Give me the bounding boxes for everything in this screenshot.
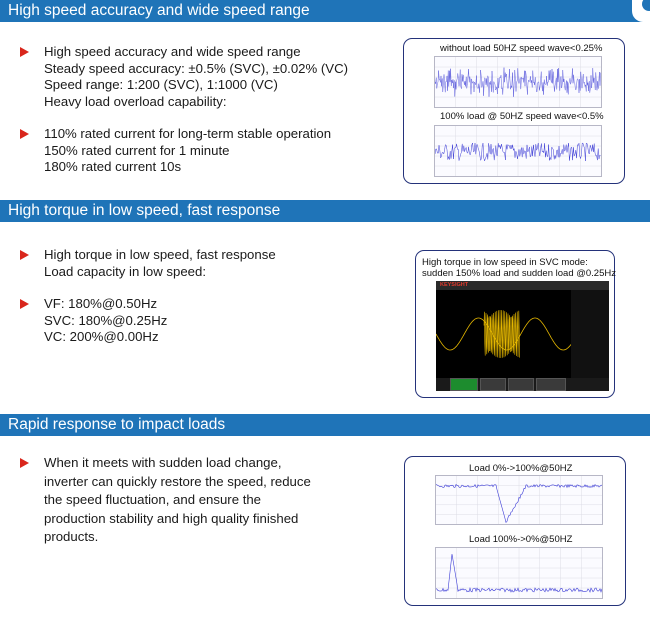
bullet-line: When it meets with sudden load change, [44,455,282,470]
section-header-speed [0,0,650,22]
bullet-list-speed [20,44,348,176]
section-title: Rapid response to impact loads [8,416,226,433]
scope-softkey-bar [436,378,609,391]
response-trace [436,548,602,598]
oscilloscope-screenshot [436,281,609,391]
bullet-line: Steady speed accuracy: ±0.5% (SVC), ±0.02% (VC) [44,60,348,76]
figure-caption [422,257,616,279]
bullet-arrow-icon [20,47,29,57]
bullet-item [20,247,276,280]
bullet-line: the speed fluctuation, and ensure the [44,492,262,507]
figure-caption: Load 0%->100%@50HZ [469,463,573,474]
bullet-arrow-icon [20,129,29,139]
bullet-line: 150% rated current for 1 minute [44,142,230,158]
scope-side-panel [571,290,609,378]
load-step-down-plot [435,547,603,599]
bullet-line: Load capacity in low speed: [44,263,207,279]
bullet-arrow-icon [20,458,29,468]
bullet-arrow-icon [20,250,29,260]
bullet-line: products. [44,529,99,544]
caption-line: High torque in low speed in SVC mode: [422,257,588,268]
section-header-torque [0,200,650,222]
scope-waveform [436,290,571,378]
bullet-list-impact [20,454,311,547]
bullet-item [20,296,276,346]
bullet-line: Heavy load overload capability: [44,93,227,109]
bullet-item [20,454,311,547]
figure-panel-oscilloscope [415,250,615,398]
figure-caption: 100% load @ 50HZ speed wave<0.5% [440,111,604,122]
bullet-line: VC: 200%@0.00Hz [44,329,159,344]
section-title: High speed accuracy and wide speed range [8,2,310,19]
scope-logo: KEYSIGHT [440,282,469,288]
bullet-line: SVC: 180%@0.25Hz [44,312,168,328]
wave-trace [435,126,601,176]
scope-softkey [480,378,506,391]
scope-status-bar [436,281,609,290]
figure-panel-speed-waves [403,38,625,184]
section-header-impact [0,414,650,436]
load-step-up-plot [435,475,603,525]
bullet-list-torque [20,247,276,346]
speed-wave-plot-no-load [434,56,602,108]
bullet-item [20,126,348,176]
bullet-item [20,44,348,110]
bullet-line: inverter can quickly restore the speed, reduce [44,473,311,489]
bullet-line: VF: 180%@0.50Hz [44,296,158,311]
bullet-line: 110% rated current for long-term stable operation [44,126,332,141]
section-title: High torque in low speed, fast response [8,202,281,219]
figure-caption: without load 50HZ speed wave<0.25% [440,43,603,54]
figure-panel-load-response [404,456,626,606]
speed-wave-plot-full-load [434,125,602,177]
bullet-line: Speed range: 1:200 (SVC), 1:1000 (VC) [44,77,278,92]
figure-caption: Load 100%->0%@50HZ [469,534,573,545]
corner-decoration [632,0,650,22]
caption-line: sudden 150% load and sudden load @0.25Hz [422,268,616,279]
trace-line [484,310,520,358]
scope-softkey [450,378,478,391]
bullet-line: 180% rated current 10s [44,159,182,174]
bullet-line: High speed accuracy and wide speed range [44,44,301,59]
scope-softkey [536,378,566,391]
wave-trace [435,57,601,107]
response-trace [436,476,602,524]
scope-softkey [508,378,534,391]
bullet-arrow-icon [20,299,29,309]
bullet-line: production stability and high quality finished [44,510,299,526]
bullet-line: High torque in low speed, fast response [44,247,276,262]
